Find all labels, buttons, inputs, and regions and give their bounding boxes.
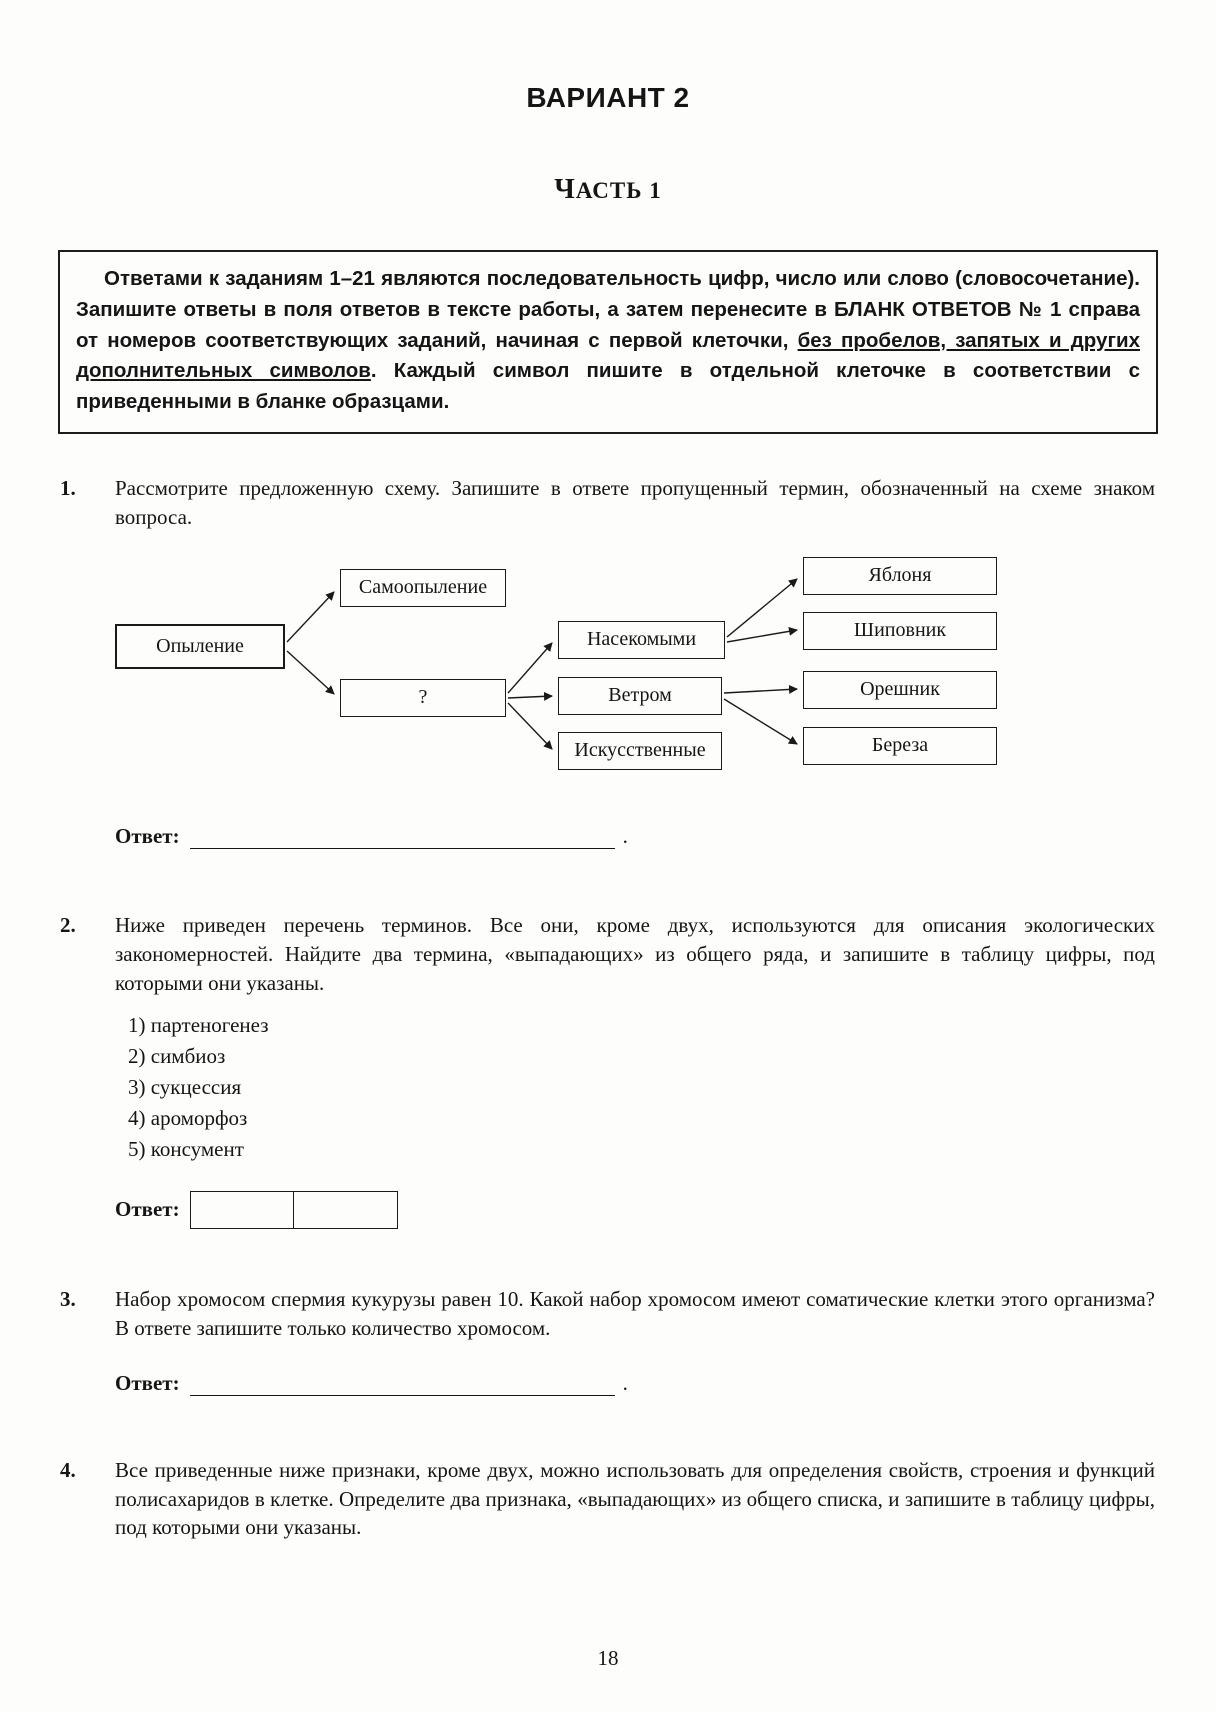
question-3-number: 3. bbox=[60, 1286, 76, 1311]
q2-options bbox=[128, 1010, 1216, 1165]
q2-option-3: 3) сукцессия bbox=[128, 1074, 242, 1099]
instruction-text-underlined: без пробелов, запятых и других дополнительных символов bbox=[76, 328, 1140, 383]
q3-answer-period: . bbox=[622, 1370, 628, 1395]
page-title: ВАРИАНТ 2 bbox=[526, 82, 690, 113]
q1-answer-blank bbox=[190, 825, 615, 849]
diagram-node-rosehip: Шиповник bbox=[803, 612, 997, 650]
q2-answer-table bbox=[190, 1191, 398, 1229]
q2-answer-label: Ответ: bbox=[115, 1197, 180, 1222]
question-4 bbox=[60, 1456, 1155, 1543]
diagram-node-hazel: Орешник bbox=[803, 671, 997, 709]
diagram-node-pollination: Опыление bbox=[115, 624, 285, 669]
q3-answer-blank bbox=[190, 1372, 615, 1396]
diagram-node-question-mark: ? bbox=[340, 679, 506, 717]
diagram-node-birch: Береза bbox=[803, 727, 997, 765]
instruction-text-2: . Каждый символ пишите в отдельной клеточке в соответствии с приведенными в бланке образцами. bbox=[76, 359, 1140, 413]
q2-option-2: 2) симбиоз bbox=[128, 1043, 226, 1068]
question-2-number: 2. bbox=[60, 912, 76, 937]
q2-option-1: 1) партеногенез bbox=[128, 1012, 269, 1037]
question-4-text: Все приведенные ниже признаки, кроме двух, можно использовать для определения свойств, строения и функций полисахаридов в клетке. Определите два признака, «выпадающих» из общего списка, и запишите в таблицу цифры, под которыми они указаны. bbox=[115, 1457, 1155, 1540]
question-1 bbox=[60, 474, 1155, 532]
q2-option-4: 4) ароморфоз bbox=[128, 1105, 248, 1130]
question-4-number: 4. bbox=[60, 1457, 76, 1482]
q2-option-5: 5) консумент bbox=[128, 1136, 244, 1161]
q1-answer-row bbox=[115, 824, 1216, 849]
q1-answer-label: Ответ: bbox=[115, 823, 180, 848]
part-heading: ЧАСТЬ 1 bbox=[554, 174, 662, 205]
question-2 bbox=[60, 911, 1155, 998]
page-number: 18 bbox=[597, 1646, 619, 1670]
instruction-box bbox=[58, 250, 1158, 434]
diagram-node-apple: Яблоня bbox=[803, 557, 997, 595]
question-1-number: 1. bbox=[60, 475, 76, 500]
instruction-text-1: Ответами к заданиям 1–21 являются последовательность цифр, число или слово (словосочетание). Запишите ответы в поля ответов в тексте работы, а затем перенесите в БЛАНК ОТВЕТОВ № 1 справа от номеров соответствующих заданий, начиная с первой клеточки, bbox=[76, 267, 1140, 352]
pollination-diagram bbox=[115, 554, 1115, 786]
q2-answer-cell-1 bbox=[191, 1192, 294, 1228]
question-3-text: Набор хромосом спермия кукурузы равен 10. Какой набор хромосом имеют соматические клетки этого организма? В ответе запишите только количество хромосом. bbox=[115, 1286, 1155, 1340]
q3-answer-row bbox=[115, 1371, 1216, 1396]
diagram-node-insects: Насекомыми bbox=[558, 621, 725, 659]
question-3 bbox=[60, 1285, 1155, 1343]
diagram-node-artificial: Искусственные bbox=[558, 732, 722, 770]
q2-answer-row bbox=[115, 1191, 1216, 1229]
q2-answer-cell-2 bbox=[294, 1192, 397, 1228]
question-2-text: Ниже приведен перечень терминов. Все они, кроме двух, используются для описания экологических закономерностей. Найдите два термина, «выпадающих» из общего ряда, и запишите в таблицу цифры, под которыми они указаны. bbox=[115, 912, 1155, 995]
diagram-node-self-pollination: Самоопыление bbox=[340, 569, 506, 607]
question-1-text: Рассмотрите предложенную схему. Запишите в ответе пропущенный термин, обозначенный на схеме знаком вопроса. bbox=[115, 475, 1155, 529]
diagram-node-wind: Ветром bbox=[558, 677, 722, 715]
q1-answer-period: . bbox=[622, 823, 628, 848]
q3-answer-label: Ответ: bbox=[115, 1370, 180, 1395]
